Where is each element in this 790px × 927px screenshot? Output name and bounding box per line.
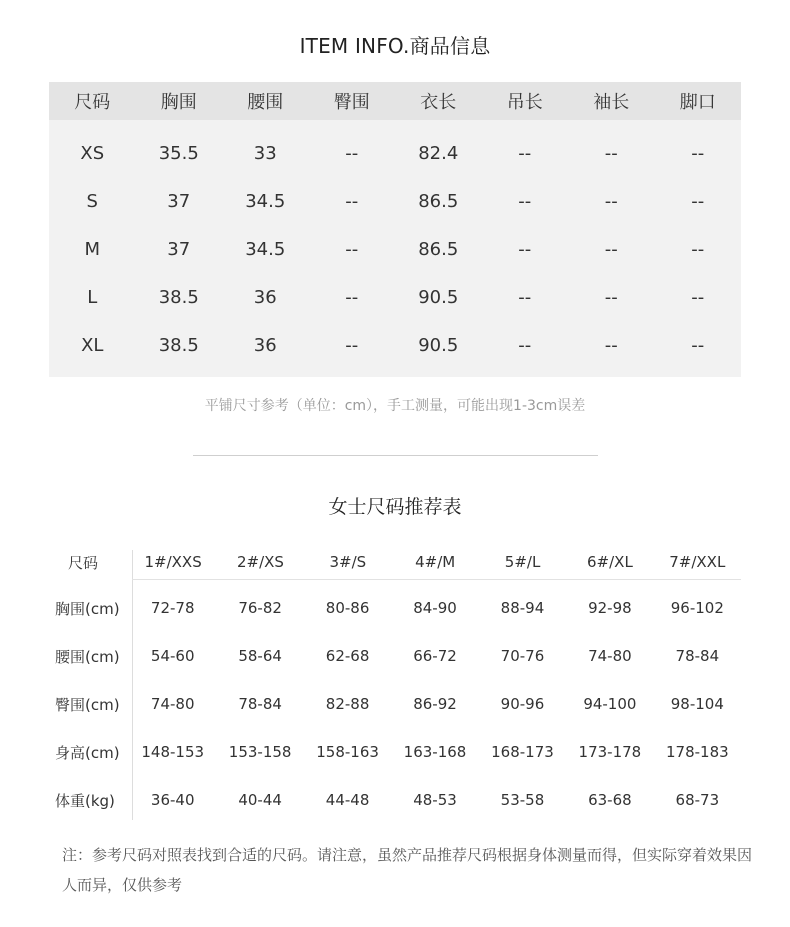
table-cell: 86-92 — [413, 695, 457, 713]
table-cell: -- — [691, 238, 705, 260]
table-cell: 53-58 — [500, 791, 545, 809]
table-cell: -- — [345, 286, 359, 308]
table-cell: 86.5 — [418, 190, 459, 212]
table-row — [49, 632, 741, 680]
item-size-table-body — [49, 120, 741, 369]
table-cell: 34.5 — [245, 190, 286, 212]
table-cell: XL — [81, 334, 104, 356]
table-row — [49, 776, 741, 824]
table-cell: -- — [518, 286, 532, 308]
table-cell: -- — [604, 286, 618, 308]
table-cell: 173-178 — [578, 743, 642, 761]
table-cell: 86.5 — [418, 238, 459, 260]
header-cell: 胸围 — [160, 92, 197, 113]
table-cell: 54-60 — [150, 647, 195, 665]
section-divider — [193, 455, 598, 456]
table-cell: 44-48 — [325, 791, 370, 809]
recommend-size-table — [49, 542, 741, 824]
table-cell: 88-94 — [500, 599, 545, 617]
table-cell: 82.4 — [418, 142, 459, 164]
table-cell: -- — [345, 142, 359, 164]
table-cell: 36-40 — [150, 791, 195, 809]
table-cell: -- — [518, 142, 532, 164]
table-cell: 148-153 — [141, 743, 205, 761]
corner-label: 尺码 — [68, 553, 99, 572]
item-size-table — [49, 82, 741, 377]
table-row — [49, 321, 741, 369]
table-cell: -- — [691, 286, 705, 308]
table-cell: -- — [518, 238, 532, 260]
header-cell: 衣长 — [420, 92, 457, 113]
table-cell: 72-78 — [150, 599, 195, 617]
table-cell: 74-80 — [588, 647, 632, 665]
measurement-note: 平铺尺寸参考（单位：cm），手工测量，可能出现1-3cm误差 — [204, 398, 586, 414]
table-row — [49, 728, 741, 776]
table-cell: 58-64 — [238, 647, 282, 665]
table-row — [49, 225, 741, 273]
table-cell: M — [84, 238, 101, 260]
table-row — [49, 129, 741, 177]
table-row — [49, 273, 741, 321]
header-cell: 尺码 — [74, 92, 111, 113]
table-cell: 38.5 — [158, 334, 199, 356]
recommend-table-body — [49, 582, 741, 824]
recommend-note: 注：参考尺码对照表找到合适的尺码。请注意，虽然产品推荐尺码根据身体测量而得，但实际穿着效果因人而异，仅供参考 — [62, 846, 753, 894]
table-cell: 37 — [167, 238, 191, 260]
table-cell: -- — [691, 142, 705, 164]
header-cell: 2#/XS — [236, 553, 284, 571]
table-cell: -- — [518, 334, 532, 356]
header-cell: 7#/XXL — [669, 553, 726, 571]
header-cell: 腰围 — [247, 92, 284, 113]
table-cell: 35.5 — [158, 142, 199, 164]
table-cell: 163-168 — [403, 743, 467, 761]
table-cell: 63-68 — [588, 791, 632, 809]
table-cell: 48-53 — [413, 791, 457, 809]
header-cell: 臀围 — [333, 92, 370, 113]
table-cell: 90.5 — [418, 286, 459, 308]
table-cell: -- — [691, 190, 705, 212]
table-cell: 90.5 — [418, 334, 459, 356]
table-cell: 178-183 — [665, 743, 729, 761]
table-cell: 66-72 — [413, 647, 457, 665]
table-cell: 82-88 — [325, 695, 370, 713]
table-cell: 92-98 — [588, 599, 632, 617]
table-cell: 158-163 — [316, 743, 379, 761]
recommend-title: 女士尺码推荐表 — [328, 496, 462, 518]
item-size-table-header — [49, 82, 741, 120]
table-cell: -- — [345, 238, 359, 260]
header-cell: 5#/L — [504, 553, 541, 571]
table-cell: S — [86, 190, 98, 212]
table-cell: -- — [518, 190, 532, 212]
table-cell: -- — [345, 190, 359, 212]
table-row — [49, 680, 741, 728]
item-info-title: ITEM INFO.商品信息 — [299, 34, 491, 58]
table-cell: -- — [345, 334, 359, 356]
row-label: 臀围(cm) — [55, 695, 120, 714]
table-cell: 40-44 — [238, 791, 282, 809]
table-cell: 90-96 — [500, 695, 545, 713]
table-cell: 84-90 — [413, 599, 457, 617]
row-label: 胸围(cm) — [55, 599, 120, 618]
table-cell: 70-76 — [500, 647, 545, 665]
table-cell: 168-173 — [491, 743, 554, 761]
table-cell: 96-102 — [670, 599, 724, 617]
table-cell: 36 — [253, 334, 277, 356]
header-cell: 脚口 — [679, 92, 716, 113]
table-cell: 78-84 — [675, 647, 720, 665]
header-cell: 吊长 — [506, 92, 543, 113]
table-cell: 76-82 — [238, 599, 282, 617]
table-cell: 98-104 — [670, 695, 724, 713]
header-cell: 4#/M — [415, 553, 456, 571]
table-cell: 94-100 — [583, 695, 637, 713]
table-cell: -- — [604, 334, 618, 356]
table-cell: 36 — [253, 286, 277, 308]
table-cell: 62-68 — [325, 647, 370, 665]
row-label: 体重(kg) — [55, 791, 115, 810]
table-cell: 38.5 — [158, 286, 199, 308]
table-row — [49, 177, 741, 225]
header-cell: 3#/S — [329, 553, 367, 571]
table-cell: -- — [604, 142, 618, 164]
table-cell: 33 — [253, 142, 277, 164]
table-cell: 78-84 — [238, 695, 282, 713]
table-cell: 80-86 — [325, 599, 370, 617]
table-cell: 74-80 — [150, 695, 195, 713]
header-cell: 6#/XL — [587, 553, 633, 571]
table-cell: -- — [691, 334, 705, 356]
table-cell: 68-73 — [675, 791, 720, 809]
row-label: 腰围(cm) — [55, 647, 120, 666]
table-cell: 37 — [167, 190, 191, 212]
table-cell: 153-158 — [228, 743, 292, 761]
header-cell: 1#/XXS — [144, 553, 202, 571]
table-row — [49, 584, 741, 632]
row-label: 身高(cm) — [55, 743, 120, 762]
table-cell: -- — [604, 238, 618, 260]
table-cell: XS — [80, 142, 105, 164]
table-cell: L — [87, 286, 98, 308]
table-cell: 34.5 — [245, 238, 286, 260]
recommend-header-row — [49, 542, 741, 582]
header-cell: 袖长 — [593, 92, 630, 113]
table-cell: -- — [604, 190, 618, 212]
